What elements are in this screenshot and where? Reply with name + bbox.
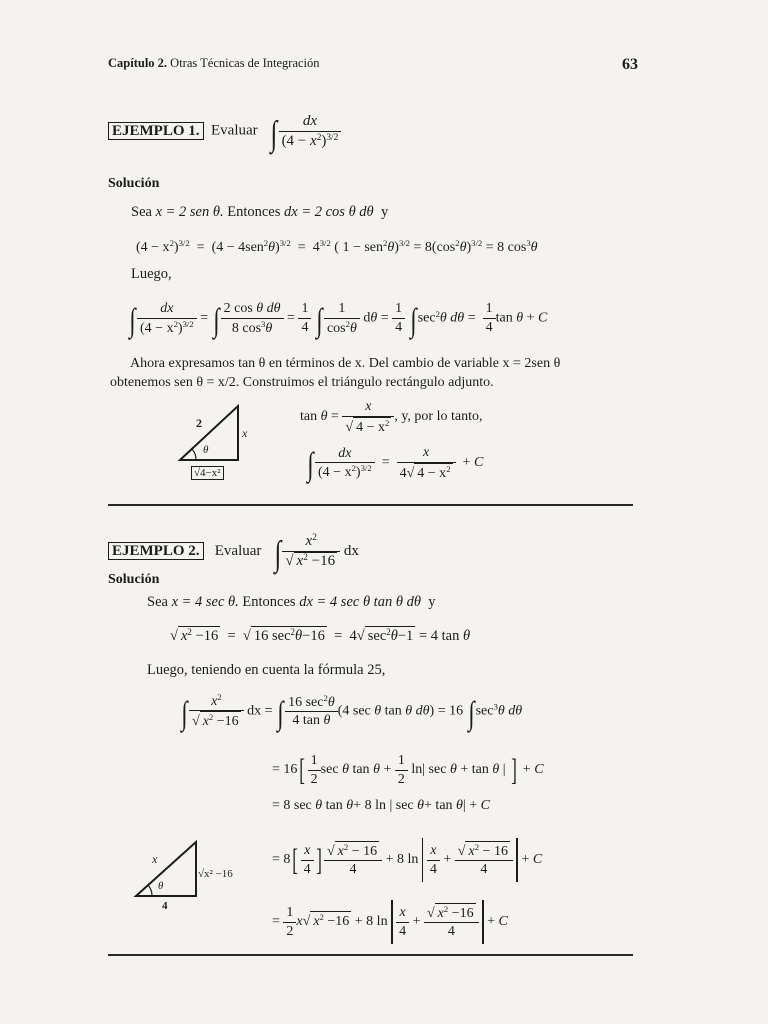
integral-step-4: = 8[ $\frac{x}{4}$ ] $\frac{√ x^2 - 16}{4}$ + 8 ln $\frac{x}{4}$ + $\frac{√ x^2 - 16}{4}$ + C — [272, 838, 542, 882]
final-answer-1: ∫ $\frac{dx}{(4 - x^2)^{3/2}}$ = $\frac{x}{4√ 4 - x^2}$ + C — [307, 445, 484, 484]
triangle-1-adj-label: √4−x² — [191, 466, 224, 480]
triangle-1-hyp-label: 2 — [196, 416, 202, 430]
integral-step-1: ∫ $\frac{x^2}{√ x^2 -16}$ dx = ∫ $\frac{16 \sec^2\theta}{\text{4 tan θ}}$ (4 sec θ tan θ dθ) = 16 $\int\sec^3\theta$ dθ — [181, 692, 523, 732]
triangle-1-angle-label: θ — [203, 444, 209, 456]
triangle-1-opp-label: x — [242, 426, 248, 440]
example-1-label: EJEMPLO 1. — [108, 122, 204, 140]
chapter-title: Otras Técnicas de Integración — [170, 56, 320, 70]
substitution-line: Sea x = 2 sen θ. Entonces dx = 2 cos θ dθ y — [131, 204, 389, 220]
radical-simplification: √ $x^2 -16$ = √ 16 $\sec^2\theta-16 = 4√$ $\sec^2\theta-1 = 4$ tan θ — [170, 627, 471, 644]
solution-heading: Solución — [108, 176, 160, 191]
tan-theta-equation: tan θ = $\frac{x}{√ 4 - x^2}$ , y, por lo tanto, — [300, 399, 483, 435]
example-2-heading — [108, 532, 359, 571]
triangle-2-opp-label: √x² −16 — [198, 868, 233, 880]
integral-step-3: = 8 sec θ tan θ+ 8 ln | sec θ+ tan θ| + C — [272, 798, 490, 813]
evaluate-label-2: Evaluar — [214, 542, 262, 559]
equation-simplification: $(4 - x^2)^{3/2} = (4 - 4sen^2\theta)^{3/2} = 4^{3/2}$ ( $1 - sen^2\theta)^{3/2} = 8(\cos^2\theta)^{3/2} = 8$ $\cos^3\theta$ — [136, 238, 538, 255]
page-number: 63 — [622, 56, 638, 73]
luego-label-2: Luego, teniendo en cuenta la fórmula 25, — [147, 662, 386, 678]
section-divider-1 — [108, 504, 633, 506]
running-header — [108, 56, 320, 71]
chapter-number: Capítulo 2. — [108, 56, 168, 70]
example-1-heading — [108, 112, 341, 151]
explanation-paragraph: Ahora expresamos tan θ en términos de x. Del cambio de variable x = 2sen θ obtenemos sen θ = x/2. Construimos el triángulo rectángulo adjunto. — [110, 356, 561, 390]
integral-expression-2: ∫ $\frac{x^2}{√ x^2 -16}$ dx — [274, 532, 359, 573]
triangle-2-adj-label: 4 — [162, 900, 168, 912]
luego-label: Luego, — [131, 266, 172, 282]
integral-step-2: = 16[ $\frac{1}{2}$ sec θ tan θ + $\frac{1}{2}$ ln| sec θ + tan θ | ] + C — [272, 752, 544, 787]
integral-result-equation: ∫ $\frac{dx}{(4 - x^2)^{3/2}}$ = ∫ $\frac{\text{2 cos θ dθ}}{8 \cos^3\theta}$ = $\frac{1}{4}$ ∫ $\frac{1}{\cos^2\theta}$ dθ = $\frac{1}{4}$ $\int\sec^2\theta$ dθ = $\frac{1}{4}$ tan θ + C — [129, 301, 548, 339]
evaluate-label: Evaluar — [211, 122, 258, 139]
integral-final-2: = $\frac{1}{2}$ x√ $x^2 -16 + 8$ ln $\frac{x}{4}$ + $\frac{√ x^2 -16}{4}$ + C — [272, 900, 508, 944]
integral-expression: ∫ $\frac{dx}{(4 - x^2)^{3/2}}$ — [265, 123, 341, 139]
solution-heading-2: Solución — [108, 572, 160, 587]
triangle-2-hyp-label: x — [152, 852, 158, 866]
substitution-line-2: Sea x = 4 sec θ. Entonces dx = 4 sec θ tan θ dθ y — [147, 594, 436, 610]
example-2-label: EJEMPLO 2. — [108, 542, 204, 560]
triangle-2-angle-label: θ — [158, 880, 164, 892]
section-divider-2 — [108, 954, 633, 956]
